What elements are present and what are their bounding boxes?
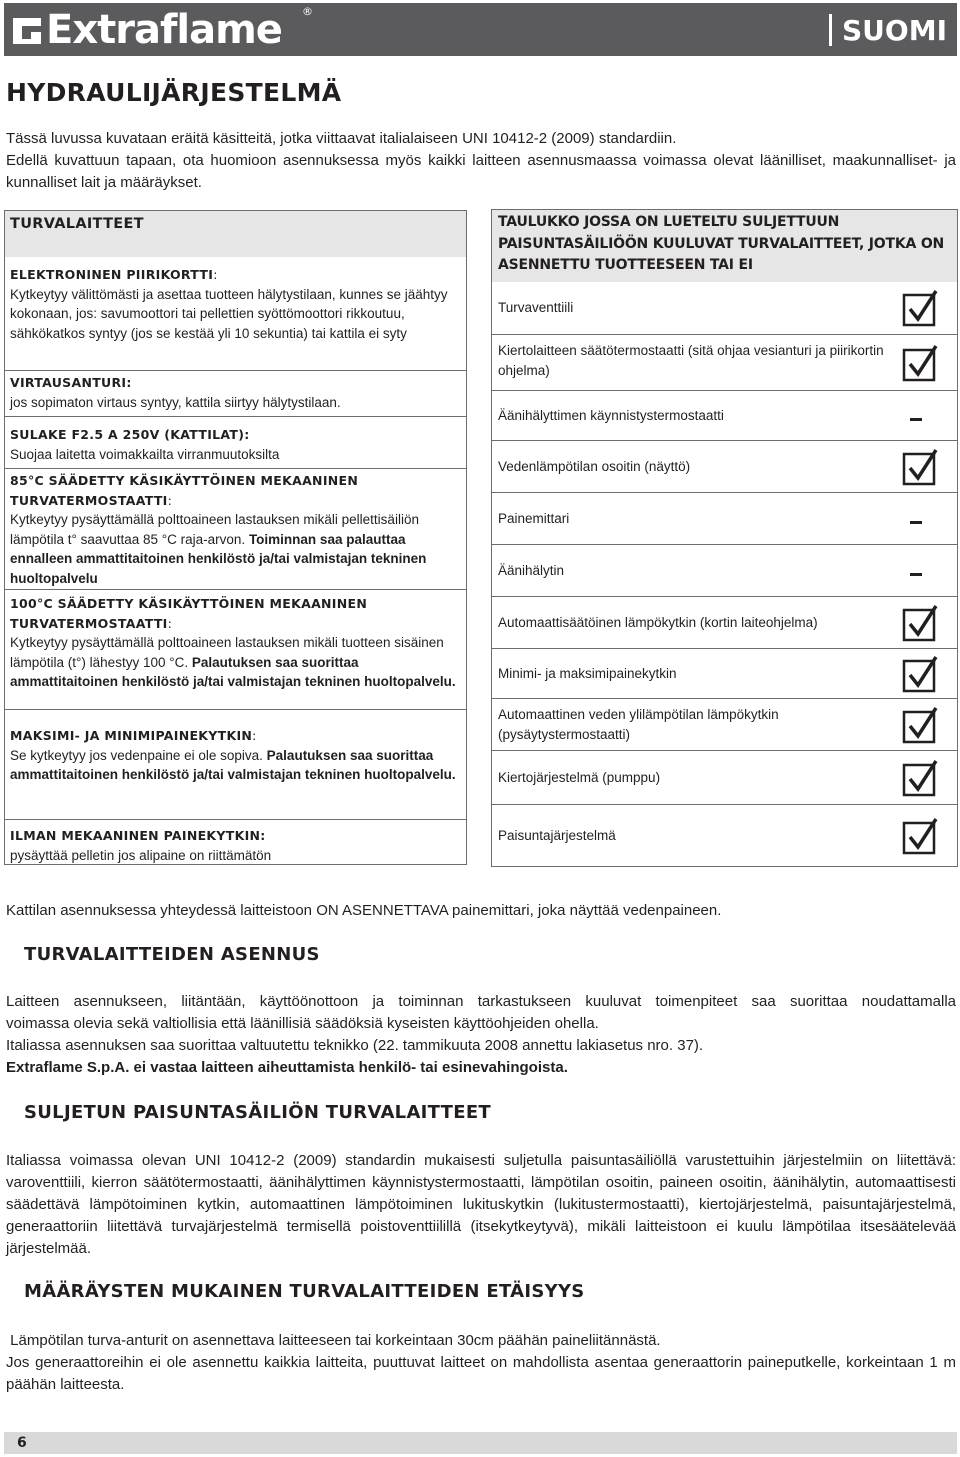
section-text: jos sopimaton virtaus syntyy, kattila siirtyy hälytystilaan. [10,394,341,410]
section-note: Palautuksen saa suorittaa ammattitaitoinen henkilöstö ja/tai valmistajan tekninen huoltopalvelu. [10,654,456,689]
table-row-label: Turvaventtiili [498,300,574,315]
section-text: Suojaa laitetta voimakkailta virranmuutoksilta [10,446,280,462]
section-85c-thermostat: 85°C SÄÄDETTY KÄSIKÄYTTÖINEN MEKAANINEN TURVATERMOSTAATTI: Kytkeytyy pysäyttämällä polttoaineen lastauksen mikäli pellettisäiliön lämpötila t° saavuttaa 85 °C raja-arvon. Toiminnan saa palauttaa ennalleen ammattitaitoinen henkilöstö ja/tai valmistajan tekninen huoltopalvelu [5,469,466,590]
not-installed-dash-icon [910,418,922,421]
checkbox-checked-icon [902,604,940,647]
section-heading: MAKSIMI- JA MINIMIPAINEKYTKIN [10,728,253,743]
distance-line-2: Jos generaattoreihin ei ole asennettu kaikkia laitteita, puuttuvat laitteet on mahdollista asentaa generaattorin paineputkelle, korkeintaan 1 m päähän laitteesta. [6,1354,956,1393]
closed-tank-table-title: TAULUKKO JOSSA ON LUETELTU SULJETTUUN PAISUNTASÄILIÖÖN KUULUVAT TURVALAITTEET, JOTKA ON ASENNETTU TUOTTEESEEN TAI EI [498,214,945,273]
table-row [492,698,957,751]
section-text: Kytkeytyy välittömästi ja asettaa tuotteen hälytystilaan, kunnes se jäähtyy kokonaan, jos: savumoottori tai pellettien syöttömoottori rikkoutuu, sähkökatkos syntyy (jos se kestää yli 10 sekuntia) tai kattila ei syty [10,286,448,341]
section-note: Palautuksen saa suorittaa ammattitaitoinen henkilöstö ja/tai valmistajan tekninen huoltopalvelu. [10,747,456,782]
table-row-label: Minimi- ja maksimipainekytkin [498,666,677,681]
extraflame-logo [10,9,282,51]
checkbox-checked-icon [902,344,940,387]
section-air-pressure-switch [5,820,466,864]
checkbox-checked-icon [902,817,940,860]
table-row [492,282,957,334]
intro-line-2: Edellä kuvattuun tapaan, ota huomioon asennuksessa myös kaikki laitteen asennusmaassa voimassa olevat läänilliset, maakunnalliset- ja kunnalliset lait ja määräykset. [6,152,956,191]
brand-name: Extraflame [46,7,282,53]
not-installed-dash-icon [910,521,922,524]
safety-devices-title: TURVALAITTEET [10,216,144,232]
table-row-label: Paisuntajärjestelmä [498,828,616,843]
table-row-label: Kiertolaitteen säätötermostaatti (sitä ohjaa vesianturi ja piirikortin ohjelma) [498,343,884,378]
section-text: pysäyttää pelletin jos alipaine on riittämätön [10,847,272,863]
table-row-label: Painemittari [498,511,570,526]
table-row [492,750,957,805]
section-fuse [5,417,466,469]
installation-heading: TURVALAITTEIDEN ASENNUS [24,944,320,965]
checkbox-checked-icon [902,759,940,802]
language-label [829,9,947,51]
language-divider [829,14,832,46]
section-text: Se kytkeytyy jos vedenpaine ei ole sopiva. [10,747,263,763]
table-row-label: Kiertojärjestelmä (pumppu) [498,770,661,785]
distance-line-1: Lämpötilan turva-anturit on asennettava laitteeseen tai korkeintaan 30cm päähän paineliitännästä. [6,1332,661,1349]
pressure-gauge-note: Kattilan asennuksessa yhteydessä laitteistoon ON ASENNETTAVA painemittari, joka näyttää vedenpaineen. [6,902,722,919]
table-row [492,440,957,493]
page-footer [4,1432,957,1454]
installation-para-1b: voimassa olevia sekä valtiollisia että läänillisiä säädöksiä kyseisten käyttöohjeiden ohella. [6,1015,599,1032]
section-flow-sensor [5,371,466,417]
section-electronic-board: ELEKTRONINEN PIIRIKORTTI: Kytkeytyy välittömästi ja asettaa tuotteen hälytystilaan, kunnes se jäähtyy kokonaan, jos: savumoottori tai pellettien syöttömoottori rikkoutuu, sähkökatkos syntyy (jos se kestää yli 10 sekuntia) tai kattila ei syty [5,265,466,371]
checkbox-checked-icon [902,289,940,332]
page-number: 6 [17,1435,27,1451]
not-installed-dash-icon [910,573,922,576]
table-row [492,804,957,867]
table-row-label: Vedenlämpötilan osoitin (näyttö) [498,459,691,474]
table-row-label: Äänihälytin [498,563,565,578]
section-text: Kytkeytyy pysäyttämällä polttoaineen lastauksen mikäli pellettisäiliön lämpötila t° saavuttaa 85 °C raja-arvon. [10,512,419,547]
closed-tank-table-header [492,210,957,282]
section-text: Kytkeytyy pysäyttämällä polttoaineen lastauksen mikäli tuotteen sisäinen lämpötila (t°) lähestyy 100 °C. [10,635,444,670]
logo-flame-icon [10,13,44,47]
table-row [492,334,957,391]
table-row [492,492,957,545]
intro-line-1: Tässä luvussa kuvataan eräitä käsitteitä, jotka viittaavat italialaiseen UNI 10412-2 (2009) standardiin. [6,130,677,147]
page-title: HYDRAULIJÄRJESTELMÄ [6,78,342,107]
checkbox-checked-icon [902,448,940,491]
closed-tank-paragraph: Italiassa voimassa olevan UNI 10412-2 (2009) standardin mukaisesti suljetulla paisuntasäiliöllä varustettuihin järjestelmiin on liitettävä: varoventtiili, kierron säätötermostaatti, äänihälyttimen käynnistystermostaatti, lämpötilan osoitin, paineen osoitin, äänihälytin, automaattisesti säädettävä lämpötoiminen kytkin, automaattinen lämpötoiminen lukituskytkin (lukitustermostaatti), kiertojärjestelmä, paisuntajärjestelmä, generaattoriin liitettävä turvajärjestelmä termisellä poistoventtiilillä (itsekytkeytyvä), mikäli laitteistoon ei kuulu lämpötilaa itsesäätelevää järjestelmää. [6,1152,956,1257]
safety-devices-box [4,210,467,865]
distance-heading: MÄÄRÄYSTEN MUKAINEN TURVALAITTEIDEN ETÄISYYS [24,1281,585,1302]
checkbox-checked-icon [902,706,940,749]
section-heading: 85°C SÄÄDETTY KÄSIKÄYTTÖINEN MEKAANINEN TURVATERMOSTAATTI [10,473,359,508]
safety-devices-header [5,211,466,257]
checkbox-checked-icon [902,655,940,698]
table-row [492,390,957,441]
section-note: Toiminnan saa palauttaa ennalleen ammattitaitoinen henkilöstö ja/tai valmistajan tekninen huoltopalvelu [10,531,427,586]
table-row-label: Automaattisäätöinen lämpökytkin (kortin laiteohjelma) [498,615,818,630]
page-header [4,3,957,56]
registered-mark: ® [302,5,313,18]
section-pressure-switch: MAKSIMI- JA MINIMIPAINEKYTKIN: Se kytkeytyy jos vedenpaine ei ole sopiva. Palautuksen saa suorittaa ammattitaitoinen henkilöstö ja/tai valmistajan tekninen huoltopalvelu. [5,710,466,820]
closed-tank-heading: SULJETUN PAISUNTASÄILIÖN TURVALAITTEET [24,1102,492,1123]
section-heading: ELEKTRONINEN PIIRIKORTTI [10,267,214,282]
closed-tank-table [491,209,958,867]
installation-para-1a: Laitteen asennukseen, liitäntään, käyttöönottoon ja toiminnan tarkastukseen kuuluvat toimenpiteet saa suorittaa noudattamalla [6,993,956,1010]
table-row-label: Äänihälyttimen käynnistystermostaatti [498,408,724,423]
installation-para-2: Italiassa asennuksen saa suorittaa valtuutettu teknikko (22. tammikuuta 2008 annettu lakiasetus nro. 37). [6,1037,704,1054]
section-heading: SULAKE F2.5 A 250V (KATTILAT): [10,427,250,442]
table-row [492,544,957,597]
section-heading: VIRTAUSANTURI: [10,375,132,390]
table-row [492,648,957,699]
table-row-label: Automaattinen veden ylilämpötilan lämpökytkin (pysäytystermostaatti) [498,707,779,742]
section-heading: 100°C SÄÄDETTY KÄSIKÄYTTÖINEN MEKAANINEN TURVATERMOSTAATTI [10,596,368,631]
section-heading: ILMAN MEKAANINEN PAINEKYTKIN: [10,828,266,843]
section-100c-thermostat: 100°C SÄÄDETTY KÄSIKÄYTTÖINEN MEKAANINEN TURVATERMOSTAATTI: Kytkeytyy pysäyttämällä polttoaineen lastauksen mikäli tuotteen sisäinen lämpötila (t°) lähestyy 100 °C. Palautuksen saa suorittaa ammattitaitoinen henkilöstö ja/tai valmistajan tekninen huoltopalvelu. [5,590,466,710]
table-row [492,596,957,649]
installation-para-3: Extraflame S.p.A. ei vastaa laitteen aiheuttamista henkilö- tai esinevahingoista. [6,1059,568,1076]
language-text: SUOMI [842,13,947,47]
